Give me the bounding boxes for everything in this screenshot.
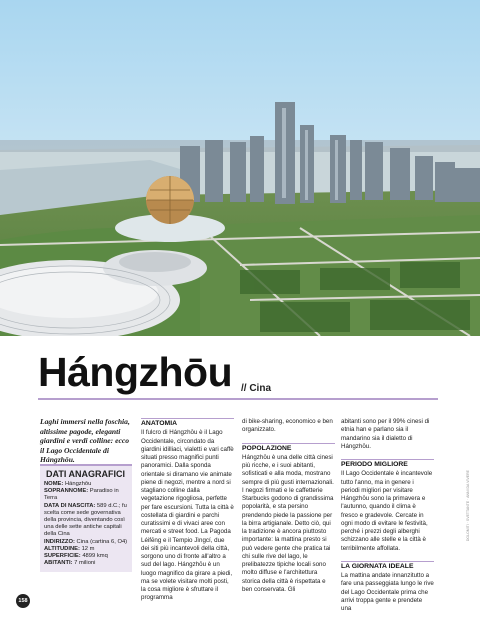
- fact-value: 12 m: [79, 545, 95, 552]
- intro-text: Laghi immersi nella foschia, altissime pagode, eleganti giardini e verdi colline: ecco il Lago Occidentale di Hángzhōu.: [40, 417, 130, 465]
- fact-value: Hángzhōu: [63, 481, 92, 487]
- section-text-popolazione: Hángzhōu è una delle città cinesi più ricche, e i suoi abitanti, sofisticati e alla moda, mostrano sempre di più gusti internazionali. I negozi firmati e le caffetterie Starbucks godono di grandissima popolarità, e sta persino prendendo piede la passione per la birra artigianale. Detto ciò, qui la tradizione è ancora piuttosto importante: la mattina presto si può vedere gente che pratica tai chi sulle rive del lago, le prelibatezze tipiche locali sono molto diffuse e l'architettura storica della città è rispettata e ben conservata. Gli: [242, 453, 334, 593]
- fact-key: SUPERFICIE:: [44, 553, 81, 560]
- column-continued-text: abitanti sono per il 99% cinesi di etnia han e parlano sia il mandarino sia il dialetto di Hángzhōu.: [341, 418, 430, 450]
- region-label: // Cina: [241, 383, 272, 394]
- fact-row: [44, 546, 128, 553]
- section-text-periodo: Il Lago Occidentale è incantevole tutto l'anno, ma in genere i periodi migliori per visitare Hángzhōu sono la primavera e l'autunno, quando il clima è fresco e gradevole. Cercate in ogni modo di evitare le festività, perché i prezzi degli alberghi schizzano alle stelle e la città è terribilmente affollata.: [341, 470, 433, 552]
- fact-value: 4899 kmq: [80, 553, 108, 560]
- fact-row: [44, 481, 128, 488]
- fact-value: Paradiso in Terra: [44, 488, 119, 502]
- fact-row: [44, 539, 128, 546]
- fact-value: Cina (cartina 6, O4): [74, 538, 128, 545]
- title-divider: [38, 398, 438, 400]
- fact-key: DATA DI NASCITA:: [44, 502, 96, 509]
- fact-key: SOPRANNOME:: [44, 488, 89, 495]
- side-note: DOLOMITI · SVETTANTE · ANNI DA VIVERE: [466, 470, 470, 542]
- fact-value: 589 d.C.; fu scelta come sede governativa della provincia, diventando così una delle sette antiche capitali della Cina: [44, 502, 127, 538]
- section-text-giornata: La mattina andate innanzitutto a fare una passeggiata lungo le rive del Lago Occidentale prima che arrivi troppa gente e prendete una: [341, 572, 434, 612]
- fact-key: INDIRIZZO:: [44, 538, 75, 545]
- fact-row: [44, 488, 128, 502]
- fact-row: [44, 560, 128, 567]
- article-title: Hángzhōu: [38, 349, 233, 395]
- fact-value: 7 milioni: [72, 560, 96, 567]
- fact-key: ABITANTI:: [44, 560, 73, 567]
- facts-box: [40, 464, 132, 572]
- text-column-1: [141, 418, 234, 603]
- facts-heading: DATI ANAGRAFICI: [46, 469, 125, 479]
- fact-key: NOME:: [44, 481, 64, 487]
- section-heading-giornata: LA GIORNATA IDEALE: [341, 561, 434, 571]
- section-heading-periodo: PERIODO MIGLIORE: [341, 459, 434, 469]
- page-number: 158: [16, 594, 30, 608]
- section-heading-popolazione: POPOLAZIONE: [242, 443, 335, 453]
- text-column-2: [242, 418, 335, 594]
- section-text-anatomia: Il fulcro di Hángzhōu è il Lago Occidentale, circondato da giardini idilliaci, vialetti e vari caffè situati presso magnifici punti panoramici. Dalla sponda orientale si diramano vie animate piene di negozi, mentre a nord si stagliano colline dalla vegetazione rigogliosa, perfette per fare escursioni. Tutta la città è costellata di giardini e parchi curatissimi e di vivaci aree con mercati e street food. La Pagoda Léifēng e il Tempio Jìngcí, due dei siti più incantevoli della città, sorgono uno di fronte all'altro a sud del lago. Hángzhōu è un luogo magnifico da girare a piedi, ma se volete visitare molti posti, la cosa migliore è sfruttare il programma: [141, 429, 234, 602]
- fact-row: [44, 553, 128, 560]
- section-heading-anatomia: ANATOMIA: [141, 418, 234, 428]
- fact-row: [44, 503, 128, 539]
- column-continued-text: di bike-sharing, economico e ben organizzato.: [242, 418, 333, 434]
- fact-key: ALTITUDINE:: [44, 545, 80, 552]
- text-column-3: [341, 418, 434, 613]
